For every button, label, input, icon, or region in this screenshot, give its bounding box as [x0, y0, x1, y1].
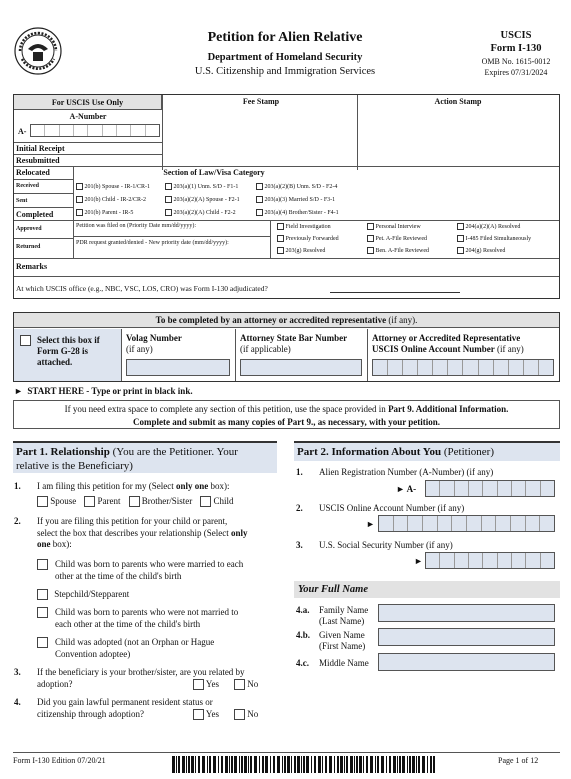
- inv-option[interactable]: Previously Forwarded: [277, 235, 367, 247]
- f4c-label: Middle Name: [319, 658, 369, 668]
- q3-no[interactable]: No: [234, 679, 258, 690]
- law-option[interactable]: 201(b) Child - IR-2/CR-2: [76, 196, 166, 209]
- initial-receipt-label: Initial Receipt: [16, 144, 65, 153]
- bar-number-input[interactable]: [240, 359, 362, 376]
- priority-date-label: Petition was filed on (Priority Date mm/dd/yyyy):: [76, 223, 196, 229]
- f4b-number: 4.b.: [296, 630, 311, 640]
- middle-name-input[interactable]: [378, 653, 555, 671]
- q2-opt1[interactable]: Child was born to parents who were married to each other at the time of the child's birth: [37, 559, 243, 582]
- a-number-label: A-Number: [69, 112, 107, 121]
- q3-yes[interactable]: Yes: [193, 679, 219, 690]
- footer-page-number: Page 1 of 12: [498, 756, 539, 765]
- adjudicated-office-label: At which USCIS office (e.g., NBC, VSC, LOS, CRO) was Form I-130 adjudicated?: [16, 284, 268, 293]
- f4c-number: 4.c.: [296, 658, 309, 668]
- law-option[interactable]: 201(b) Spouse - IR-1/CR-1: [76, 183, 166, 196]
- investigation-col-1: [277, 223, 367, 259]
- law-option[interactable]: 203(a)(2)(A) Child - F2-2: [165, 209, 260, 222]
- p2-a-number-input[interactable]: [425, 480, 555, 497]
- dhs-seal-icon: [14, 27, 62, 75]
- family-name-input[interactable]: [378, 604, 555, 622]
- inv-option[interactable]: I-485 Filed Simultaneously: [457, 235, 559, 247]
- g28-label: Select this box if Form G-28 is attached.: [37, 335, 100, 367]
- option-spouse[interactable]: Spouse: [37, 496, 76, 507]
- agency-name: U.S. Citizenship and Immigration Services: [194, 66, 376, 77]
- section-of-law-label: Section of Law/Visa Category: [163, 168, 265, 177]
- barcode: [172, 756, 435, 773]
- resubmitted-label: Resubmitted: [16, 156, 60, 165]
- q4-yes[interactable]: Yes: [193, 709, 219, 720]
- a-number-prefix: A-: [18, 127, 27, 136]
- q2-number: 2.: [14, 516, 21, 526]
- investigation-col-3: [457, 223, 559, 259]
- form-number: Form I-130: [490, 43, 542, 54]
- start-here: ► START HERE - Type or print in black ink.: [14, 386, 193, 396]
- office-a-number-input[interactable]: [30, 124, 160, 137]
- law-col-2: [165, 183, 260, 222]
- p2-q2-label: USCIS Online Account Number (if any): [319, 503, 465, 513]
- remarks-label: Remarks: [16, 262, 48, 271]
- law-option[interactable]: 203(a)(1) Unm. S/D - F1-1: [165, 183, 260, 196]
- part1-header: Part 1. Relationship (You are the Petitioner. Your relative is the Beneficiary): [13, 441, 277, 473]
- p2-a-number-prefix: ► A-: [396, 484, 417, 494]
- option-parent[interactable]: Parent: [84, 496, 120, 507]
- fee-stamp-label: Fee Stamp: [242, 97, 280, 106]
- g28-checkbox[interactable]: [20, 335, 31, 346]
- your-full-name-heading: Your Full Name: [294, 581, 560, 598]
- q4-no[interactable]: No: [234, 709, 258, 720]
- law-option[interactable]: 201(b) Parent - IR-5: [76, 209, 166, 222]
- q4-text: Did you gain lawful permanent resident status or citizenship through adoption?: [37, 697, 213, 719]
- p2-online-account-input[interactable]: [378, 515, 555, 532]
- option-child[interactable]: Child: [200, 496, 233, 507]
- law-option[interactable]: 203(a)(3) Married S/D - F3-1: [256, 196, 360, 209]
- footer-form-edition: Form I-130 Edition 07/20/21: [13, 756, 106, 765]
- option-brother-sister[interactable]: Brother/Sister: [129, 496, 193, 507]
- inv-option[interactable]: 204(a)(2)(A) Resolved: [457, 223, 559, 235]
- q2-text: If you are filing this petition for your child or parent, select the box that describes your relationship (Select only one box):: [37, 516, 248, 549]
- volag-input[interactable]: [126, 359, 230, 376]
- extra-space-note: If you need extra space to complete any section of this petition, use the space provided in Part 9. Additional Information. Complete and submit as many copies of Part 9., as necessary, with your petition.: [13, 400, 560, 429]
- inv-option[interactable]: Ben. A-File Reviewed: [367, 247, 457, 259]
- law-option[interactable]: 203(a)(2)(A) Spouse - F2-1: [165, 196, 260, 209]
- p2-q3-number: 3.: [296, 540, 303, 550]
- adjudicated-office-input[interactable]: [330, 292, 460, 293]
- pdr-request-label: PDR request granted/denied - New priority date (mm/dd/yyyy):: [76, 240, 229, 246]
- q1-number: 1.: [14, 481, 21, 491]
- inv-option[interactable]: Personal Interview: [367, 223, 457, 235]
- for-uscis-use-only: For USCIS Use Only: [14, 95, 162, 110]
- given-name-input[interactable]: [378, 628, 555, 646]
- f4a-label: Family Name (Last Name): [319, 605, 369, 626]
- law-option[interactable]: 203(a)(2)(B) Unm. S/D - F2-4: [256, 183, 360, 196]
- p2-q2-number: 2.: [296, 503, 303, 513]
- f4b-label: Given Name (First Name): [319, 630, 366, 651]
- f4a-number: 4.a.: [296, 605, 310, 615]
- p2-q2-arrow-icon: ►: [366, 519, 375, 529]
- returned-label: Returned: [16, 244, 41, 250]
- law-option[interactable]: 203(a)(4) Brother/Sister - F4-1: [256, 209, 360, 222]
- volag-cell: Volag Number (if any): [126, 333, 182, 354]
- attorney-heading: To be completed by an attorney or accredited representative (if any).: [14, 313, 559, 328]
- q3-text: If the beneficiary is your brother/sister, are you related by adoption?: [37, 667, 245, 689]
- inv-option[interactable]: Pet. A-File Reviewed: [367, 235, 457, 247]
- completed-label: Completed: [16, 210, 54, 219]
- law-col-3: [256, 183, 360, 222]
- start-arrow-icon: ►: [14, 386, 23, 396]
- received-label: Received: [16, 183, 39, 189]
- inv-option[interactable]: 204(g) Resolved: [457, 247, 559, 259]
- bar-number-cell: Attorney State Bar Number (if applicable): [240, 333, 348, 354]
- p2-q3-arrow-icon: ►: [414, 556, 423, 566]
- part2-header: Part 2. Information About You (Petitioner): [294, 441, 560, 461]
- q4-number: 4.: [14, 697, 21, 707]
- action-stamp-label: Action Stamp: [434, 97, 482, 106]
- q2-opt4[interactable]: Child was adopted (not an Orphan or Hague Convention adoptee): [37, 637, 214, 660]
- expiration-date: Expires 07/31/2024: [484, 68, 548, 77]
- department-name: Department of Homeland Security: [207, 52, 363, 63]
- form-title: Petition for Alien Relative: [207, 30, 363, 45]
- law-col-1: [76, 183, 166, 222]
- q3-number: 3.: [14, 667, 21, 677]
- omb-number: OMB No. 1615-0012: [481, 57, 551, 66]
- uscis-label: USCIS: [500, 30, 532, 41]
- relocated-label: Relocated: [16, 168, 50, 177]
- p2-q3-label: U.S. Social Security Number (if any): [319, 540, 453, 550]
- online-account-input[interactable]: [372, 359, 554, 376]
- q1-options: [37, 496, 234, 507]
- p2-ssn-input[interactable]: [425, 552, 555, 569]
- online-account-cell: Attorney or Accredited Representative USCIS Online Account Number (if any): [372, 333, 524, 354]
- q2-opt3[interactable]: Child was born to parents who were not married to each other at the time of the child's birth: [37, 607, 238, 630]
- inv-option[interactable]: 203(g) Resolved: [277, 247, 367, 259]
- sent-label: Sent: [16, 198, 28, 204]
- q2-opt2[interactable]: Stepchild/Stepparent: [37, 589, 129, 600]
- investigation-col-2: [367, 223, 457, 259]
- p2-q1-label: Alien Registration Number (A-Number) (if any): [319, 467, 494, 477]
- p2-q1-number: 1.: [296, 467, 303, 477]
- approved-label: Approved: [16, 226, 42, 232]
- inv-option[interactable]: Field Investigation: [277, 223, 367, 235]
- q1-text: I am filing this petition for my (Select only one box):: [37, 481, 230, 491]
